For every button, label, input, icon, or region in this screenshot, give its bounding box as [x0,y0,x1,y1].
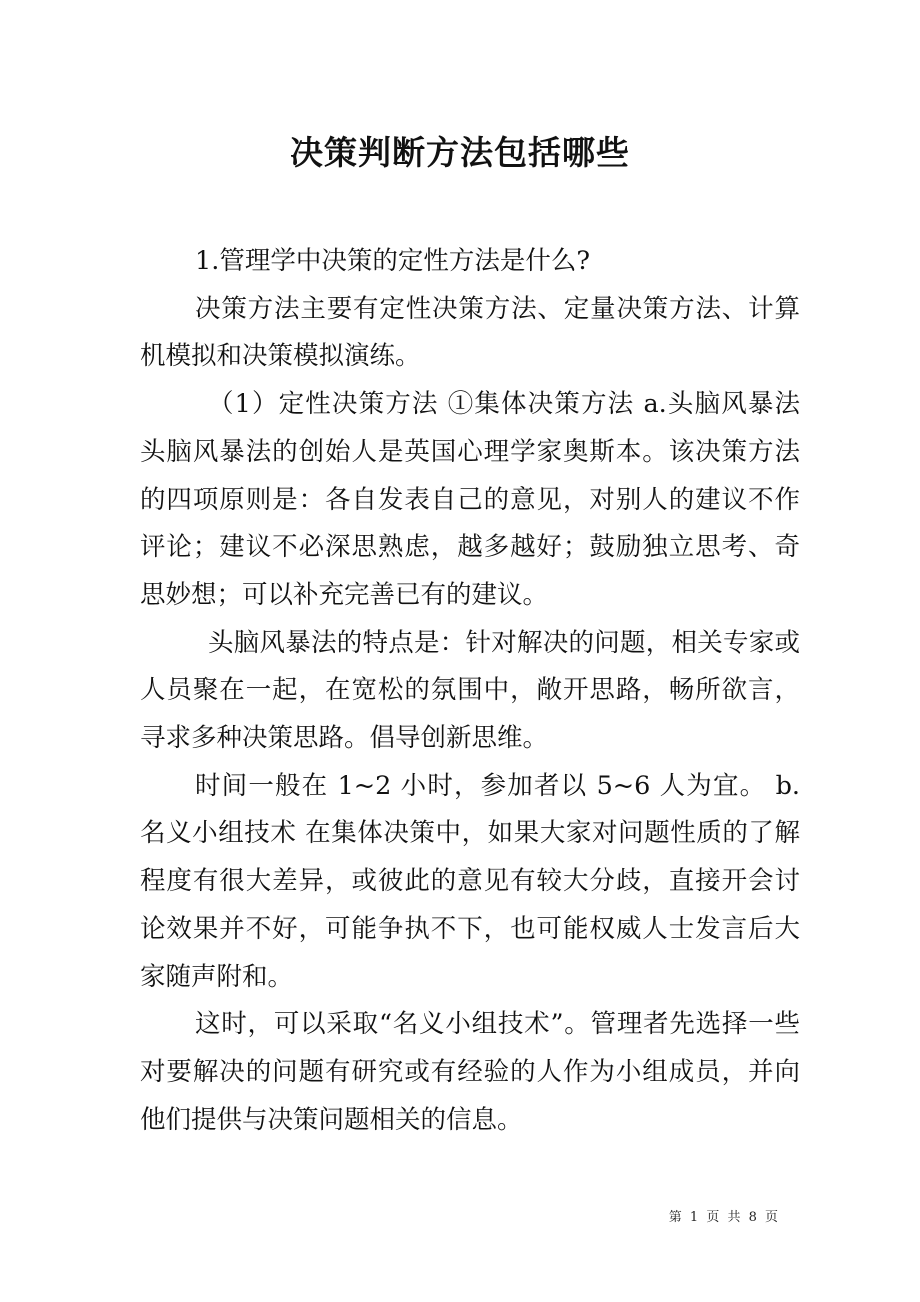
document-body [140,238,800,1144]
paragraph-nominal-group: 时间一般在 1~2 小时，参加者以 5~6 人为宜。 b.名义小组技术 在集体决策中，如果大家对问题性质的了解程度有很大差异，或彼此的意见有较大分歧，直接开会讨论效果并不好，可能争执不下，也可能权威人士发言后大家随声附和。 [140,770,800,992]
document-title: 决策判断方法包括哪些 [290,133,630,172]
paragraph-question: 1.管理学中决策的定性方法是什么? [195,246,591,276]
paragraph-nominal-group-procedure: 这时，可以采取“名义小组技术”。管理者先选择一些对要解决的问题有研究或有经验的人作为小组成员，并向他们提供与决策问题相关的信息。 [140,1009,800,1135]
page-number-footer: 第 1 页 共 8 页 [668,1210,780,1225]
paragraph-methods-overview: 决策方法主要有定性决策方法、定量决策方法、计算机模拟和决策模拟演练。 [140,293,800,372]
paragraph-qualitative-methods: （1）定性决策方法 ①集体决策方法 a.头脑风暴法 头脑风暴法的创始人是英国心理学家奥斯本。该决策方法的四项原则是：各自发表自己的意见，对别人的建议不作评论；建议不必深思熟虑，越多越好；鼓励独立思考、奇思妙想；可以补充完善已有的建议。 [140,389,800,610]
paragraph-brainstorm-features: 头脑风暴法的特点是：针对解决的问题，相关专家或人员聚在一起，在宽松的氛围中，敞开思路，畅所欲言，寻求多种决策思路。倡导创新思维。 [140,627,800,754]
